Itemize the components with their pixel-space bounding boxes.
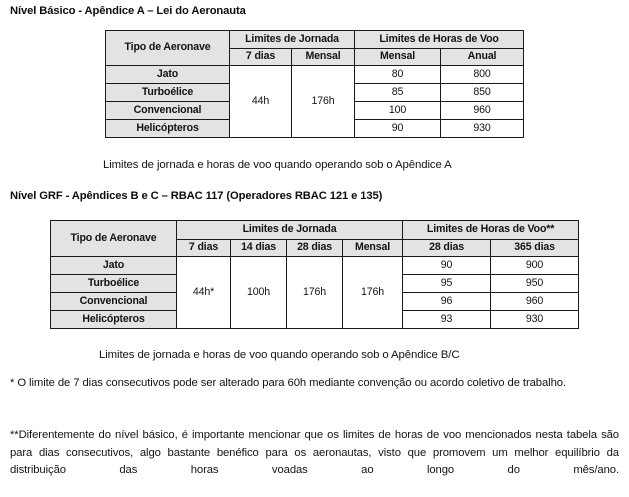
row-label-jato: Jato xyxy=(51,257,177,275)
merged-cell-duty-7-dias: 44h xyxy=(230,66,292,138)
table-apendice-a xyxy=(105,30,524,138)
table-row xyxy=(51,257,579,275)
cell-flight-annual-helicopteros: 930 xyxy=(441,120,524,138)
caption-apendice-a: Limites de jornada e horas de voo quando operando sob o Apêndice A xyxy=(103,159,452,171)
subheader-duty-7-dias: 7 dias xyxy=(230,49,292,66)
row-label-helicopteros: Helicópteros xyxy=(51,311,177,329)
subheader-flight-anual: Anual xyxy=(441,49,524,66)
cell-flight-28d-convencional: 96 xyxy=(403,293,491,311)
cell-flight-365d-turboelice: 950 xyxy=(491,275,579,293)
merged-cell-duty-mensal: 176h xyxy=(343,257,403,329)
subheader-duty-mensal: Mensal xyxy=(292,49,355,66)
cell-flight-monthly-convencional: 100 xyxy=(355,102,441,120)
cell-flight-annual-jato: 800 xyxy=(441,66,524,84)
cell-flight-annual-convencional: 960 xyxy=(441,102,524,120)
table-row xyxy=(106,66,524,84)
subheader-duty-mensal: Mensal xyxy=(343,240,403,257)
section-title-nivel-grf: Nível GRF - Apêndices B e C – RBAC 117 (Operadores RBAC 121 e 135) xyxy=(10,190,383,202)
row-label-turboelice: Turboélice xyxy=(51,275,177,293)
cell-flight-monthly-helicopteros: 90 xyxy=(355,120,441,138)
subheader-duty-7-dias: 7 dias xyxy=(177,240,231,257)
header-aircraft-type: Tipo de Aeronave xyxy=(51,221,177,257)
cell-flight-365d-jato: 900 xyxy=(491,257,579,275)
section-title-nivel-basico: Nível Básico - Apêndice A – Lei do Aeronauta xyxy=(10,5,246,17)
subheader-flight-mensal: Mensal xyxy=(355,49,441,66)
merged-cell-duty-mensal: 176h xyxy=(292,66,355,138)
cell-flight-365d-helicopteros: 930 xyxy=(491,311,579,329)
header-flight-hour-limits: Limites de Horas de Voo** xyxy=(403,221,579,240)
row-label-helicopteros: Helicópteros xyxy=(106,120,230,138)
cell-flight-annual-turboelice: 850 xyxy=(441,84,524,102)
header-flight-hour-limits: Limites de Horas de Voo xyxy=(355,31,524,49)
subheader-flight-28-dias: 28 dias xyxy=(403,240,491,257)
cell-flight-monthly-turboelice: 85 xyxy=(355,84,441,102)
merged-cell-duty-28-dias: 176h xyxy=(287,257,343,329)
table-header-row-group xyxy=(51,221,579,240)
row-label-convencional: Convencional xyxy=(51,293,177,311)
row-label-jato: Jato xyxy=(106,66,230,84)
header-aircraft-type: Tipo de Aeronave xyxy=(106,31,230,66)
caption-apendice-bc: Limites de jornada e horas de voo quando operando sob o Apêndice B/C xyxy=(99,349,460,361)
table-apendice-bc xyxy=(50,220,579,329)
cell-flight-28d-helicopteros: 93 xyxy=(403,311,491,329)
subheader-duty-28-dias: 28 dias xyxy=(287,240,343,257)
footnote-double-asterisk: **Diferentemente do nível básico, é importante mencionar que os limites de horas de voo mencionados nesta tabela são para dias consecutivos, algo bastante benéfico para os aeronautas, visto que promovem um melhor equilíbrio da distribuição das horas voadas ao longo do mês/ano. xyxy=(10,429,619,476)
cell-flight-365d-convencional: 960 xyxy=(491,293,579,311)
header-duty-limits: Limites de Jornada xyxy=(177,221,403,240)
footnote-single-asterisk: * O limite de 7 dias consecutivos pode ser alterado para 60h mediante convenção ou acordo coletivo de trabalho. xyxy=(10,377,566,389)
merged-cell-duty-14-dias: 100h xyxy=(231,257,287,329)
subheader-duty-14-dias: 14 dias xyxy=(231,240,287,257)
table-header-row-group xyxy=(106,31,524,49)
row-label-turboelice: Turboélice xyxy=(106,84,230,102)
cell-flight-monthly-jato: 80 xyxy=(355,66,441,84)
subheader-flight-365-dias: 365 dias xyxy=(491,240,579,257)
merged-cell-duty-7-dias: 44h* xyxy=(177,257,231,329)
header-duty-limits: Limites de Jornada xyxy=(230,31,355,49)
row-label-convencional: Convencional xyxy=(106,102,230,120)
cell-flight-28d-turboelice: 95 xyxy=(403,275,491,293)
cell-flight-28d-jato: 90 xyxy=(403,257,491,275)
